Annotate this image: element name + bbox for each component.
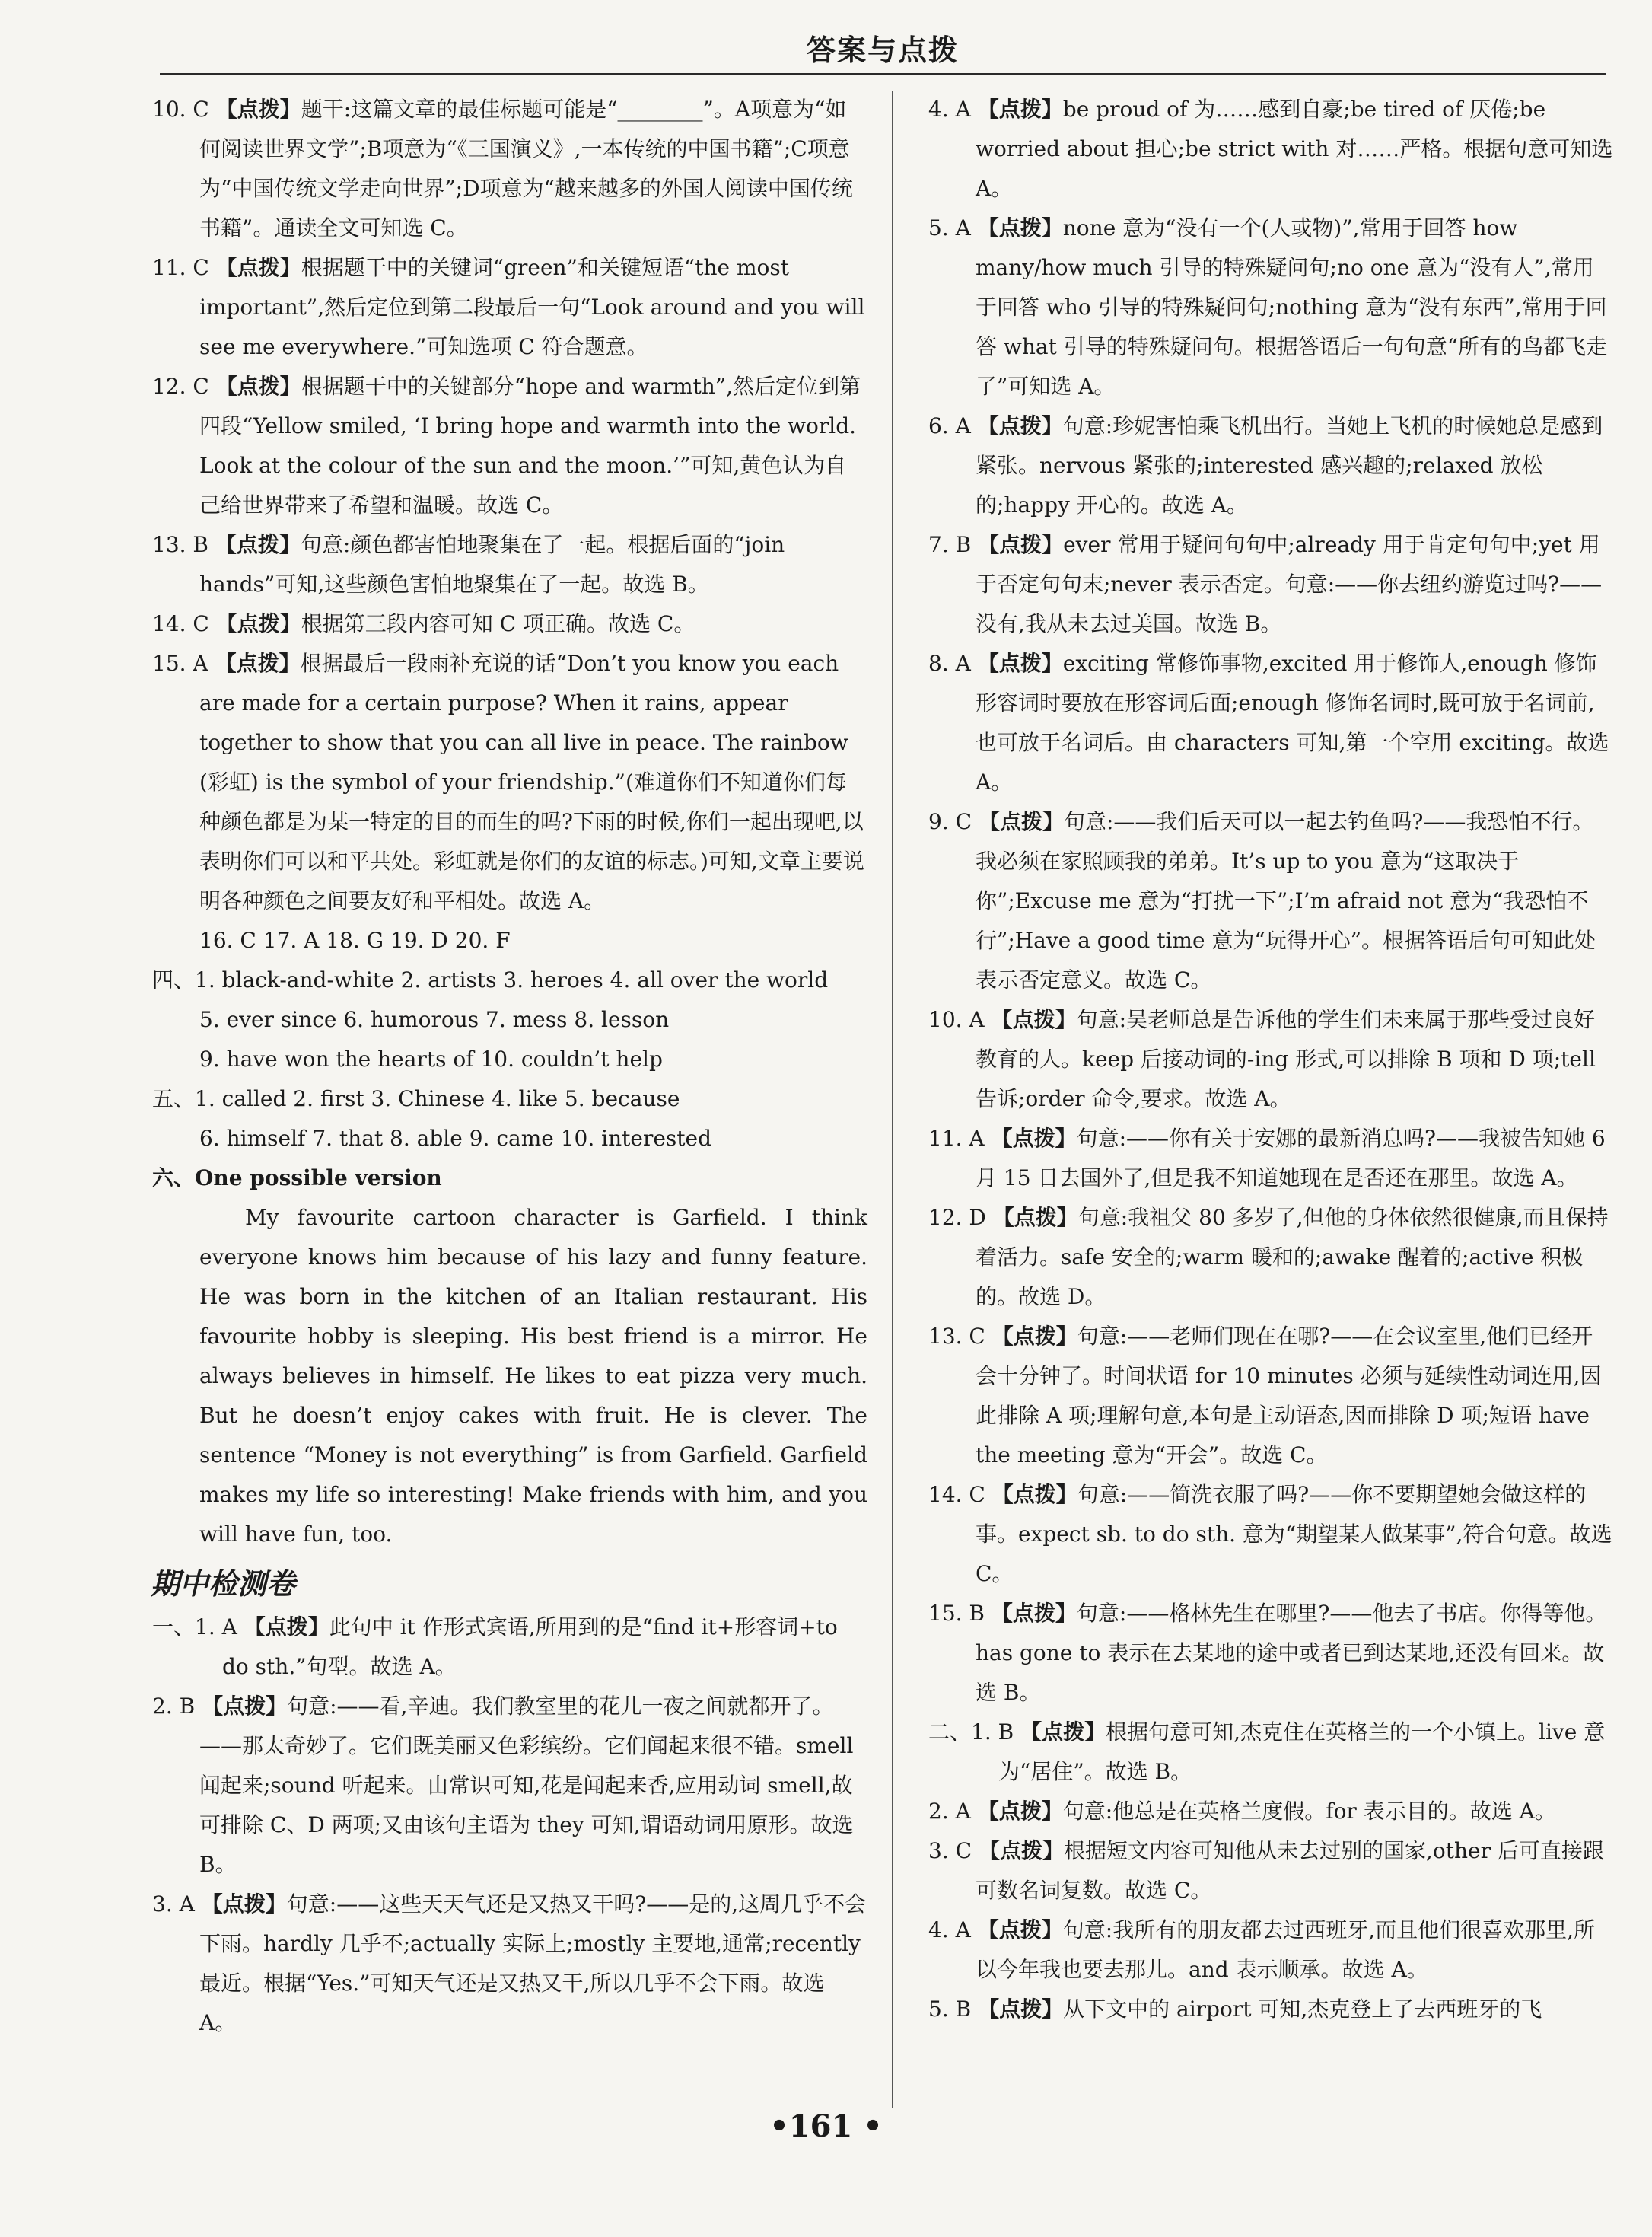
hint-tag: 【点拨】 [977,1917,1063,1942]
right-column [928,90,1613,2029]
hint-tag: 【点拨】 [977,413,1063,438]
hint-tag: 【点拨】 [215,97,301,122]
item-explanation: 句意:他总是在英格兰度假。for 表示目的。故选 A。 [1062,1799,1556,1824]
section-4-line-1: 四、1. black-and-white 2. artists 3. heroes 4. all over the world [152,967,829,993]
answer-item [928,406,1613,525]
item-explanation: 句意:——看,辛迪。我们教室里的花儿一夜之间就都开了。——那太奇妙了。它们既美丽又色彩缤纷。它们闻起来很不错。smell 闻起来;sound 听起来。由常识可知,花是闻起来香,应用动词 smell,故可排除 C、D 两项;又由该句主语为 they 可知,谓语动词用原形。故选 B。 [199,1694,854,1877]
answer-item [928,1713,1613,1792]
hint-tag: 【点拨】 [201,1891,287,1917]
section-6-title: 六、One possible version [152,1165,442,1190]
section-5-line-2: 6. himself 7. that 8. able 9. came 10. interested [199,1126,712,1151]
item-number: 11. A [928,1126,992,1151]
item-number: 12. C [152,374,216,399]
item-number: 7. B [928,532,979,557]
item-number: 10. C [152,97,216,122]
item-number: 11. C [152,255,216,280]
item-explanation: 此句中 it 作形式宾语,所用到的是“find it+形容词+to do sth.”句型。故选 A。 [222,1614,838,1679]
item-explanation: 句意:颜色都害怕地聚集在了一起。根据后面的“join hands”可知,这些颜色害怕地聚集在了一起。故选 B。 [199,532,785,597]
hint-tag: 【点拨】 [978,1996,1064,2022]
item-number: 9. C [928,809,979,834]
hint-tag: 【点拨】 [991,1007,1077,1032]
section-4-line-3: 9. have won the hearts of 10. couldn’t help [199,1047,663,1072]
hint-tag: 【点拨】 [977,97,1063,122]
header-title: 答案与点拨 [806,33,959,67]
item-number: 3. A [152,1891,202,1917]
item-explanation: 根据最后一段雨补充说的话“Don’t you know you each are made for a certain purpose? When it rains, appear together to show that you can all live in peace. The rainbow (彩虹) is the symbol of your friendship.”(难道你们不知道你们每种颜色都是为某一特定的目的而生的吗?下雨的时候,你们一起出现吧,以表明你们可以和平共处。彩虹就是你们的友谊的标志。)可知,文章主要说明各种颜色之间要友好和平相处。故选 A。 [199,651,864,913]
item-explanation: 句意:吴老师总是告诉他的学生们未来属于那些受过良好教育的人。keep 后接动词的-ing 形式,可以排除 B 项和 D 项;tell 告诉;order 命令,要求。故选 A。 [976,1007,1596,1111]
item-explanation: 句意:——这些天天气还是又热又干吗?——是的,这周几乎不会下雨。hardly 几乎不;actually 实际上;mostly 主要地,通常;recently 最近。根据“Yes.”可知天气还是又热又干,所以几乎不会下雨。故选 A。 [199,1891,867,2035]
item-explanation: 句意:我所有的朋友都去过西班牙,而且他们很喜欢那里,所以今年我也要去那儿。and 表示顺承。故选 A。 [976,1917,1596,1982]
item-explanation: 根据句意可知,杰克住在英格兰的一个小镇上。live 意为“居住”。故选 B。 [998,1719,1606,1784]
item-number: 4. A [928,97,978,122]
answer-row-16-20: 16. C 17. A 18. G 19. D 20. F [199,928,511,953]
answer-item [928,1119,1613,1198]
page-header [160,27,1606,75]
answer-item [152,248,867,367]
item-explanation: 句意:我祖父 80 多岁了,但他的身体依然很健康,而且保持着活力。safe 安全的;warm 暖和的;awake 醒着的;active 积极的。故选 D。 [976,1205,1609,1309]
answer-item [928,1792,1613,1831]
hint-tag: 【点拨】 [992,1482,1077,1507]
page-number: •161 • [769,2108,883,2144]
answer-item [928,1475,1613,1594]
answer-item [928,1317,1613,1475]
answer-item [152,644,867,921]
section-5-line-1: 五、1. called 2. first 3. Chinese 4. like 5. because [152,1086,680,1111]
section-4-line-2: 5. ever since 6. humorous 7. mess 8. lesson [199,1007,670,1032]
item-number: 二、1. B [928,1719,1021,1745]
item-explanation: 句意:——老师们现在在哪?——在会议室里,他们已经开会十分钟了。时间状语 for 10 minutes 必须与延续性动词连用,因此排除 A 项;理解句意,本句是主动语态,因而排除 D 项;短语 have the meeting 意为“开会”。故选 C。 [976,1324,1602,1467]
hint-tag: 【点拨】 [977,651,1063,676]
answer-item [928,209,1613,406]
item-number: 3. C [928,1838,979,1863]
item-explanation: 句意:——格林先生在哪里?——他去了书店。你得等他。has gone to 表示在去某地的途中或者已到达某地,还没有回来。故选 B。 [976,1601,1607,1705]
hint-tag: 【点拨】 [978,1838,1064,1863]
item-number: 10. A [928,1007,992,1032]
hint-tag: 【点拨】 [215,651,301,676]
hint-tag: 【点拨】 [215,611,301,636]
hint-tag: 【点拨】 [215,532,301,557]
column-divider [892,91,893,2108]
answer-item [152,90,867,248]
hint-tag: 【点拨】 [992,1205,1078,1230]
answer-item [152,1608,867,1687]
answer-item [928,802,1613,1000]
hint-tag: 【点拨】 [992,1324,1077,1349]
item-number: 5. A [928,215,978,241]
item-number: 14. C [928,1482,992,1507]
item-explanation: exciting 常修饰事物,excited 用于修饰人,enough 修饰形容词时要放在形容词后面;enough 修饰名词时,既可放于名词前,也可放于名词后。由 characters 可知,第一个空用 exciting。故选 A。 [976,651,1609,795]
item-number: 15. A [152,651,215,676]
hint-tag: 【点拨】 [978,532,1064,557]
answer-item [152,604,867,644]
item-explanation: 根据短文内容可知他从未去过别的国家,other 后可直接跟可数名词复数。故选 C。 [976,1838,1604,1903]
item-number: 15. B [928,1601,992,1626]
item-explanation: 句意:——简洗衣服了吗?——你不要期望她会做这样的事。expect sb. to do sth. 意为“期望某人做某事”,符合句意。故选 C。 [976,1482,1612,1586]
hint-tag: 【点拨】 [244,1614,329,1640]
answer-item [152,1687,867,1885]
answer-item [928,90,1613,209]
hint-tag: 【点拨】 [978,809,1064,834]
item-number: 14. C [152,611,216,636]
item-explanation: be proud of 为……感到自豪;be tired of 厌倦;be worried about 担心;be strict with 对……严格。根据句意可知选 A。 [976,97,1613,201]
answer-item [152,1885,867,2043]
item-explanation: 句意:——你有关于安娜的最新消息吗?——我被告知她 6 月 15 日去国外了,但是我不知道她现在是否还在那里。故选 A。 [976,1126,1606,1190]
item-number: 4. A [928,1917,978,1942]
item-explanation: 根据题干中的关键部分“hope and warmth”,然后定位到第四段“Yellow smiled, ‘I bring hope and warmth into the world. Look at the colour of the sun and the moon.’”可知,黄色认为自己给世界带来了希望和温暖。故选 C。 [199,374,861,518]
item-number: 13. B [152,532,215,557]
answer-item [928,525,1613,644]
item-explanation: 题干:这篇文章的最佳标题可能是“________”。A项意为“如何阅读世界文学”;B项意为“《三国演义》,一本传统的中国书籍”;C项意为“中国传统文学走向世界”;D项意为“越来越多的外国人阅读中国传统书籍”。通读全文可知选 C。 [199,97,853,241]
hint-tag: 【点拨】 [215,255,301,280]
answer-item [928,644,1613,802]
answer-item [928,1910,1613,1990]
answer-item [928,1594,1613,1713]
item-number: 12. D [928,1205,993,1230]
answer-item [928,1198,1613,1317]
item-number: 5. B [928,1996,979,2022]
left-column [152,90,867,2043]
midterm-section-title: 期中检测卷 [151,1567,296,1601]
item-number: 13. C [928,1324,992,1349]
hint-tag: 【点拨】 [977,215,1063,241]
sample-essay: My favourite cartoon character is Garfield. I think everyone knows him because of his lazy and funny feature. He was born in the kitchen of an Italian restaurant. His favourite hobby is sleeping. His best friend is a mirror. He always believes in himself. He likes to eat pizza very much. But he doesn’t enjoy cakes with fruit. He is clever. The sentence “Money is not everything” is from Garfield. Garfield makes my life so interesting! Make friends with him, and you will have fun, too. [199,1205,867,1547]
item-number: 2. A [928,1799,978,1824]
answer-item [152,525,867,604]
item-explanation: 根据题干中的关键词“green”和关键短语“the most important”,然后定位到第二段最后一句“Look around and you will see me everywhere.”可知选项 C 符合题意。 [199,255,865,359]
item-explanation: 根据第三段内容可知 C 项正确。故选 C。 [301,611,695,636]
item-explanation: none 意为“没有一个(人或物)”,常用于回答 how many/how much 引导的特殊疑问句;no one 意为“没有人”,常用于回答 who 引导的特殊疑问句;nothing 意为“没有东西”,常用于回答 what 引导的特殊疑问句。根据答语后一句句意“所有的鸟都飞走了”可知选 A。 [976,215,1608,399]
answer-item [152,367,867,525]
answer-item [928,1000,1613,1119]
item-number: 8. A [928,651,978,676]
hint-tag: 【点拨】 [991,1601,1077,1626]
item-explanation: 从下文中的 airport 可知,杰克登上了去西班牙的飞 [1063,1996,1542,2022]
hint-tag: 【点拨】 [202,1694,288,1719]
hint-tag: 【点拨】 [991,1126,1077,1151]
item-number: 一、1. A [152,1614,244,1640]
item-number: 6. A [928,413,978,438]
item-explanation: 句意:珍妮害怕乘飞机出行。当她上飞机的时候她总是感到紧张。nervous 紧张的;interested 感兴趣的;relaxed 放松的;happy 开心的。故选 A。 [976,413,1603,518]
hint-tag: 【点拨】 [215,374,301,399]
hint-tag: 【点拨】 [1020,1719,1106,1745]
item-explanation: ever 常用于疑问句句中;already 用于肯定句句中;yet 用于否定句句末;never 表示否定。句意:——你去纽约游览过吗?——没有,我从未去过美国。故选 B。 [976,532,1603,636]
item-explanation: 句意:——我们后天可以一起去钓鱼吗?——我恐怕不行。我必须在家照顾我的弟弟。It’s up to you 意为“这取决于你”;Excuse me 意为“打扰一下”;I’m afraid not 意为“我恐怕不行”;Have a good time 意为“玩得开心”。根据答语后句可知此处表示否定意义。故选 C。 [976,809,1596,993]
answer-item [928,1990,1613,2029]
hint-tag: 【点拨】 [977,1799,1063,1824]
item-number: 2. B [152,1694,202,1719]
answer-item [928,1831,1613,1910]
